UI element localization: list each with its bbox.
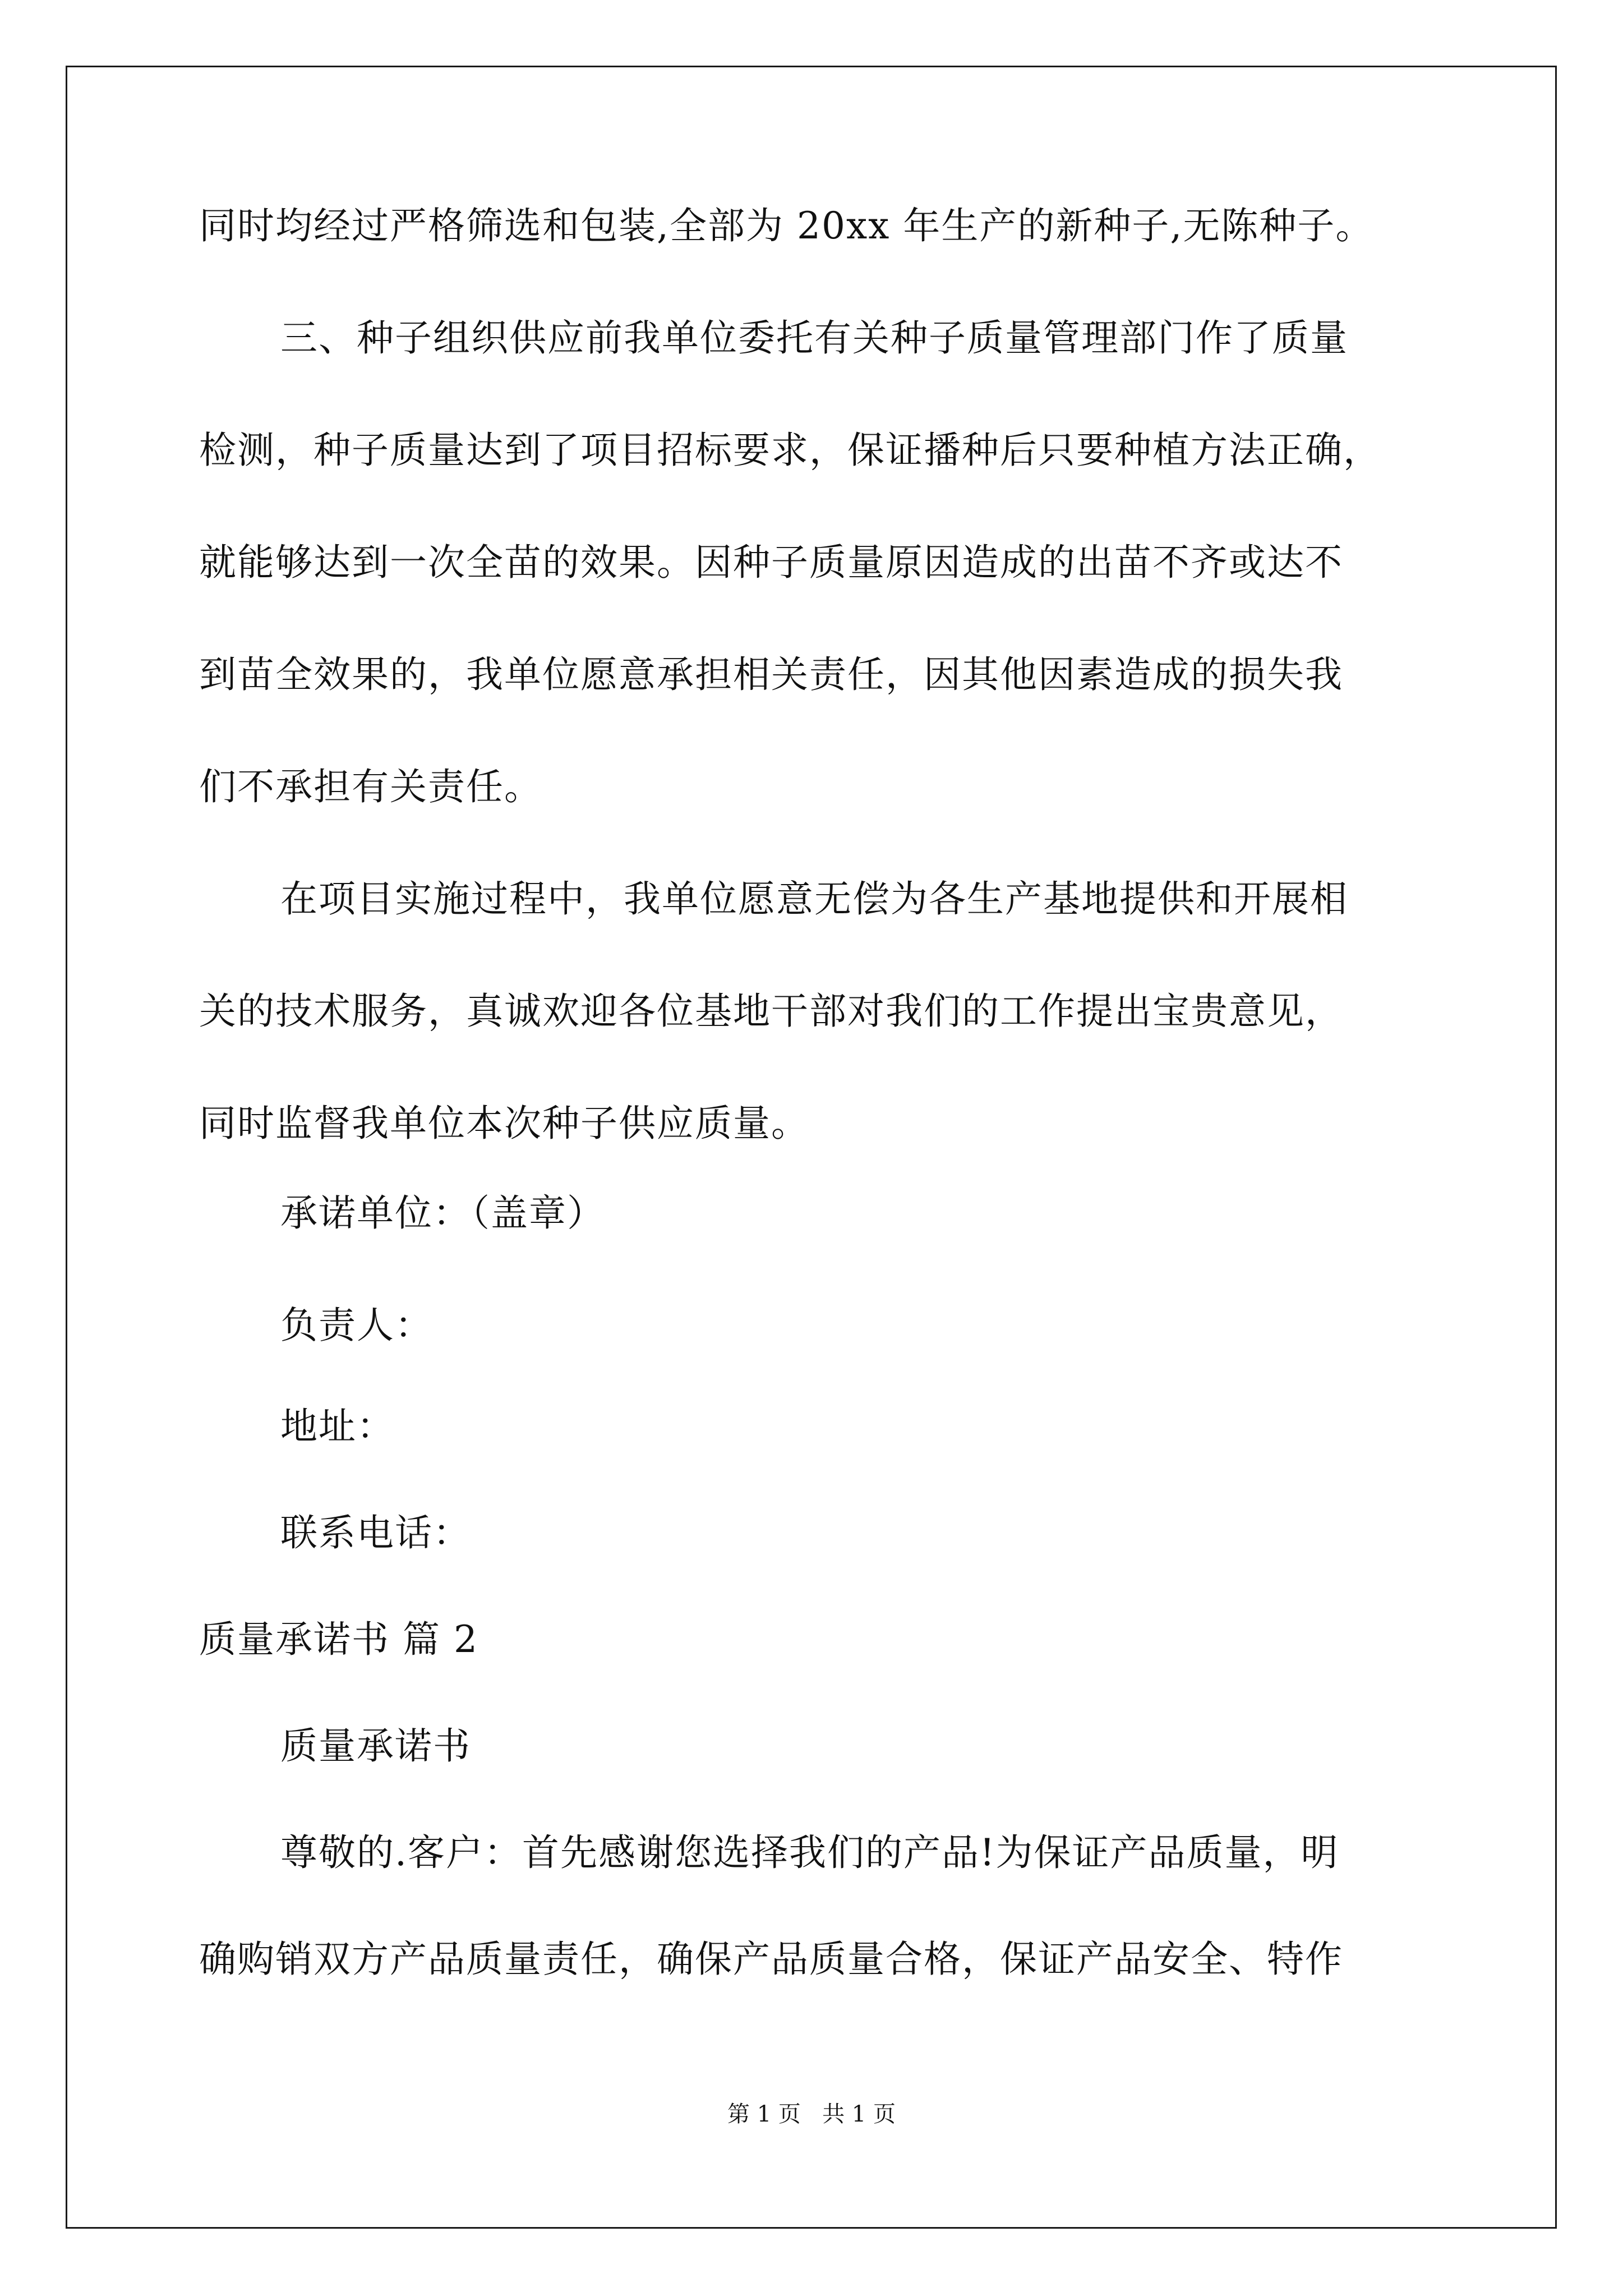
section-title: 质量承诺书	[280, 1724, 471, 1768]
body-line-5: 到苗全效果的，我单位愿意承担相关责任，因其他因素造成的损失我	[199, 653, 1343, 696]
body-line-2: 三、种子组织供应前我单位委托有关种子质量管理部门作了质量	[280, 316, 1348, 360]
body-line-3: 检测，种子质量达到了项目招标要求，保证播种后只要种植方法正确，	[199, 429, 1381, 472]
body-line-6: 们不承担有关责任。	[199, 765, 542, 808]
page-number-footer: 第 1 页 共 1 页	[727, 2101, 896, 2127]
address-line: 地址：	[280, 1405, 395, 1448]
body-line-8: 关的技术服务，真诚欢迎各位基地干部对我们的工作提出宝贵意见，	[199, 990, 1343, 1033]
body-line-7: 在项目实施过程中，我单位愿意无偿为各生产基地提供和开展相	[280, 877, 1348, 921]
phone-line: 联系电话：	[280, 1511, 471, 1554]
body-line-1: 同时均经过严格筛选和包装,全部为 20xx 年生产的新种子,无陈种子。	[199, 204, 1374, 247]
body-line-4: 就能够达到一次全苗的效果。因种子质量原因造成的出苗不齐或达不	[199, 541, 1343, 584]
body-line-9: 同时监督我单位本次种子供应质量。	[199, 1102, 809, 1145]
section-heading: 质量承诺书 篇 2	[199, 1618, 478, 1661]
signature-unit-line: 承诺单位：（盖章）	[280, 1191, 605, 1235]
responsible-person-line: 负责人：	[280, 1304, 433, 1347]
body-line-11: 确购销双方产品质量责任，确保产品质量合格，保证产品安全、特作	[199, 1938, 1343, 1981]
body-line-10: 尊敬的.客户：首先感谢您选择我们的产品!为保证产品质量，明	[280, 1831, 1339, 1874]
